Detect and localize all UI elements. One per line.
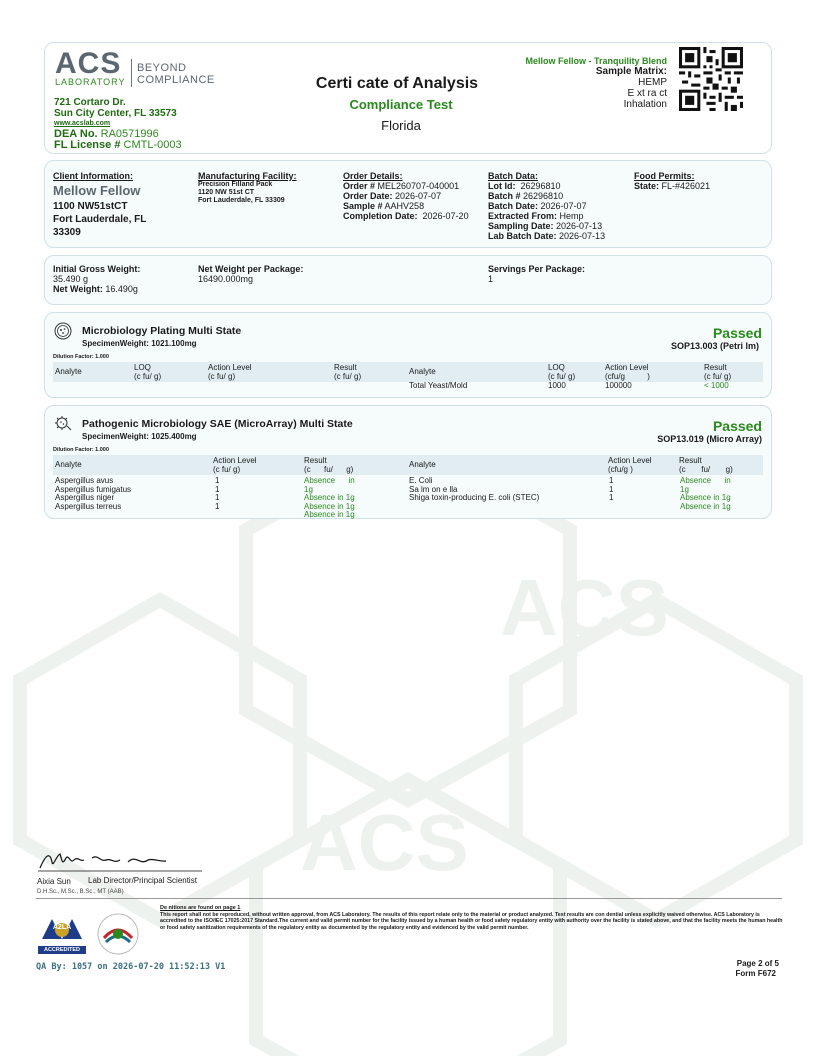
definitions-note: De nitions are found on page 1 (160, 905, 241, 911)
order-date-row (343, 191, 469, 201)
signer-name: Aixia Sun (37, 877, 71, 886)
extracted-from-label: Extracted From: (488, 211, 558, 221)
row-action-level: 100000 (605, 381, 632, 390)
lab-website-link[interactable]: www.acslab.com (54, 120, 111, 127)
micro-plating-sop: SOP13.003 (Petri lm) (670, 341, 759, 351)
row-action-level: 1 (609, 493, 614, 502)
page-number: Page 2 of 5 (736, 959, 779, 968)
completion-date-label: Completion Date: (343, 211, 418, 221)
lab-batch-date: 2026-07-13 (559, 231, 606, 241)
col-loq-unit: (c fu/ g) (134, 372, 162, 381)
pathogenic-table-header (53, 455, 763, 475)
client-address-1: 1100 NW51stCT (53, 201, 128, 212)
pathogenic-status-badge: Passed (712, 418, 762, 434)
micro-plating-status-badge: Passed (712, 325, 762, 341)
order-details (343, 171, 469, 221)
lab-batch-date-label: Lab Batch Date: (488, 231, 557, 241)
row-analyte: Aspergillus terreus (55, 501, 122, 511)
accredited-text: ACCREDITED (38, 946, 86, 954)
row-analyte: Sa lm on e lla (409, 484, 458, 494)
col-action-2-label: Action Level (605, 363, 649, 372)
col-action-unit: (c fu/ g) (213, 465, 241, 474)
sample-matrix-2: E xt ra ct (627, 88, 667, 99)
order-date-label: Order Date: (343, 191, 393, 201)
food-permits-label: Food Permits: (634, 171, 695, 181)
micro-plating-dilution: Dilution Factor: 1.000 (53, 354, 109, 360)
lot-id-row (488, 181, 605, 191)
pathogenic-card (44, 405, 772, 519)
col-action-2-unit: (cfu/g ) (605, 372, 650, 381)
servings-value: 1 (488, 274, 494, 284)
a2la-text: A2LA (52, 924, 72, 931)
product-name: Mellow Fellow - Tranquility Blend (525, 56, 667, 66)
row-result: 1g (680, 484, 689, 494)
col-result-2-label: Result (679, 456, 702, 465)
batch-data-label: Batch Data: (488, 171, 539, 181)
fl-license-label: FL License # (54, 139, 121, 151)
row-loq: 1000 (548, 381, 566, 390)
col-loq-2-label: LOQ (548, 363, 565, 372)
net-weight-per-package (198, 264, 303, 284)
petri-dish-icon (54, 322, 72, 340)
completion-date-row (343, 211, 469, 221)
client-info-card (44, 160, 772, 248)
client-address-2: Fort Lauderdale, FL (53, 214, 147, 225)
pathogenic-dilution: Dilution Factor: 1.000 (53, 447, 109, 453)
col-analyte: Analyte (55, 367, 82, 376)
col-result-label: Result (304, 456, 327, 465)
col-analyte-2: Analyte (409, 367, 436, 376)
sampling-date: 2026-07-13 (556, 221, 603, 231)
lab-address-2: Sun City Center, FL 33573 (54, 108, 177, 119)
lab-batch-date-row (488, 231, 605, 241)
col-loq-2 (548, 363, 575, 381)
extracted-from: Hemp (559, 211, 584, 221)
order-number: MEL260707-040001 (377, 181, 460, 191)
qr-code-icon[interactable] (679, 47, 743, 111)
lab-address-1: 721 Cortaro Dr. (54, 97, 126, 108)
pathogenic-sop: SOP13.019 (Micro Array) (657, 434, 762, 444)
extracted-from-row (488, 211, 605, 221)
state-label: Florida (381, 118, 421, 133)
row-result: < 1000 (704, 381, 729, 390)
row-action-level: 1 (215, 501, 220, 511)
footer-divider (36, 898, 782, 899)
sampling-date-label: Sampling Date: (488, 221, 554, 231)
row-result: Absence in 1g (680, 493, 731, 502)
manufacturing-line-3: Fort Lauderdale, FL 33309 (198, 197, 285, 204)
servings-per-package (488, 264, 585, 284)
col-result-label: Result (334, 363, 357, 372)
net-weight-row (53, 284, 140, 294)
signer-title: Lab Director/Principal Scientist (88, 876, 197, 885)
sample-matrix-3: Inhalation (623, 99, 667, 110)
order-details-label: Order Details: (343, 171, 403, 181)
col-action-level-2 (608, 456, 652, 474)
micro-plating-title: Microbiology Plating Multi State (82, 325, 242, 337)
sample-matrix-label: Sample Matrix: (595, 66, 667, 77)
client-info-label: Client Information: (53, 171, 133, 181)
col-action-2-unit: (cfu/g ) (608, 465, 633, 474)
row-result: Absence in 1g (304, 501, 355, 511)
row-result: Absence in (680, 476, 731, 485)
servings-label: Servings Per Package: (488, 264, 586, 274)
col-action-level-2 (605, 363, 650, 381)
logo-tagline (137, 62, 215, 86)
dea-value: RA0571996 (100, 128, 159, 140)
row-analyte: E. Coli (409, 476, 433, 485)
col-action-2-label: Action Level (608, 456, 652, 465)
col-action-label: Action Level (208, 363, 252, 372)
col-result-2-unit: (c fu/ g) (679, 465, 733, 474)
col-action-label: Action Level (213, 456, 257, 465)
disclaimer-text: This report shall not be reproduced, without written approval, from ACS Laboratory. The results of this report relate only to the material or product analyzed. Test results are con dential unless explicitly waived otherwise. ACS Laboratory is accredited to the ISO/IEC 17025:2017 Standard.The current and valid permit number for the facility issued by a human health or food safety regulatory entity with authority over the facility is stated above, and that the facility meets the human health or food safety sanitization requirements of the regulatory entity as documented by the regulatory entity and evidenced by the valid permit number. (160, 912, 783, 931)
batch-number-label: Batch # (488, 191, 521, 201)
regulatory-seal-icon (96, 912, 140, 956)
pathogenic-title: Pathogenic Microbiology SAE (MicroArray) Multi State (82, 418, 353, 430)
micro-plating-specimen: SpecimenWeight: 1021.100mg (82, 339, 197, 348)
fl-license (54, 139, 182, 152)
col-action-level (213, 456, 257, 474)
food-permit-state: FL-#426021 (661, 181, 711, 191)
row-action-level: 1 (215, 493, 220, 502)
row-analyte: Aspergillus avus (55, 476, 114, 485)
page-subtitle: Compliance Test (349, 97, 453, 112)
row-analyte: Aspergillus fumigatus (55, 484, 132, 494)
food-permit-state-label: State: (634, 181, 660, 191)
completion-date: 2026-07-20 (422, 211, 469, 221)
logo-divider (131, 59, 132, 87)
client-name: Mellow Fellow (53, 183, 141, 198)
col-result-2 (704, 363, 731, 381)
row-action-level: 1 (609, 476, 614, 485)
net-weight-per-package-value: 16490.000mg (198, 274, 254, 284)
net-weight-label: Net Weight: (53, 284, 103, 294)
row-action-level: 1 (215, 484, 220, 494)
col-result-2-label: Result (704, 363, 727, 372)
micro-plating-card (44, 312, 772, 398)
watermark-text: ACS (500, 563, 669, 652)
batch-number-row (488, 191, 605, 201)
logo-acs-text: ACS (55, 47, 122, 80)
manufacturing-label: Manufacturing Facility: (198, 171, 297, 181)
qa-stamp: QA By: 1057 on 2026-07-20 11:52:13 V1 (36, 962, 226, 972)
col-result (304, 456, 353, 474)
col-analyte: Analyte (55, 460, 82, 469)
lot-id: 26296810 (520, 181, 561, 191)
sample-matrix-1: HEMP (638, 77, 667, 88)
net-weight-per-package-label: Net Weight per Package: (198, 264, 304, 274)
sampling-date-row (488, 221, 605, 231)
col-result (334, 363, 361, 381)
col-action-unit: (c fu/ g) (208, 372, 236, 381)
weights-card (44, 255, 772, 305)
col-result-unit: (c fu/ g) (304, 465, 354, 474)
logo-compliance: COMPLIANCE (137, 74, 215, 86)
net-weight-value: 16.490g (105, 284, 138, 294)
a2la-accredited-badge (38, 915, 86, 951)
row-result: Absence in 1g (304, 510, 355, 519)
col-result-2-unit: (c fu/ g) (704, 372, 732, 381)
col-action-level (208, 363, 252, 381)
order-number-label: Order # (343, 181, 376, 191)
gross-weight-value: 35.490 g (53, 274, 89, 284)
row-result: Absence in 1g (680, 501, 731, 511)
pathogenic-specimen: SpecimenWeight: 1025.400mg (82, 432, 197, 441)
col-loq-label: LOQ (134, 363, 151, 372)
bacteria-icon (54, 414, 72, 432)
batch-date: 2026-07-07 (540, 201, 587, 211)
manufacturing-line-2: 1120 NW 51st CT (198, 189, 255, 196)
gross-weight (53, 264, 140, 294)
row-analyte: Shiga toxin-producing E. coli (STEC) (409, 493, 540, 502)
sample-number-label: Sample # (343, 201, 383, 211)
acs-logo (55, 49, 126, 87)
client-info (53, 171, 146, 239)
row-result: Absence in 1g (304, 493, 355, 502)
col-loq (134, 363, 161, 381)
header-card (44, 42, 772, 154)
row-result: 1g (304, 484, 313, 494)
watermark-text-2: ACS (300, 798, 469, 887)
batch-data (488, 171, 605, 241)
order-date: 2026-07-07 (395, 191, 442, 201)
manufacturing-facility (198, 171, 297, 205)
dea-label: DEA No. (54, 128, 98, 140)
row-analyte: Aspergillus niger (55, 493, 115, 502)
signer-credentials: D.H.Sc., M.Sc., B.Sc., MT (AAB) (37, 889, 124, 895)
row-analyte: Total Yeast/Mold (409, 381, 468, 390)
col-result-unit: (c fu/ g) (334, 372, 362, 381)
row-result: Absence in (304, 476, 355, 485)
food-permits (634, 171, 710, 191)
sample-number: AAHV258 (384, 201, 425, 211)
batch-date-row (488, 201, 605, 211)
signature-image (36, 848, 206, 874)
logo-beyond: BEYOND (137, 62, 187, 74)
manufacturing-line-1: Precision Filland Pack (198, 181, 273, 188)
page-title: Certi cate of Analysis (315, 75, 479, 92)
order-number-row (343, 181, 469, 191)
client-address-3: 33309 (53, 227, 81, 238)
lot-id-label: Lot Id: (488, 181, 516, 191)
fl-license-value: CMTL-0003 (123, 139, 182, 151)
sample-number-row (343, 201, 469, 211)
logo-laboratory-text: LABORATORY (55, 77, 126, 87)
col-result-2 (679, 456, 733, 474)
col-analyte-2: Analyte (409, 460, 436, 469)
form-number: Form F672 (735, 969, 776, 978)
food-permit-state-row (634, 181, 710, 191)
row-action-level: 1 (215, 476, 220, 485)
batch-number: 26296810 (523, 191, 564, 201)
col-loq-2-unit: (c fu/ g) (548, 372, 576, 381)
gross-weight-label: Initial Gross Weight: (53, 264, 141, 274)
row-action-level: 1 (609, 484, 614, 494)
batch-date-label: Batch Date: (488, 201, 539, 211)
